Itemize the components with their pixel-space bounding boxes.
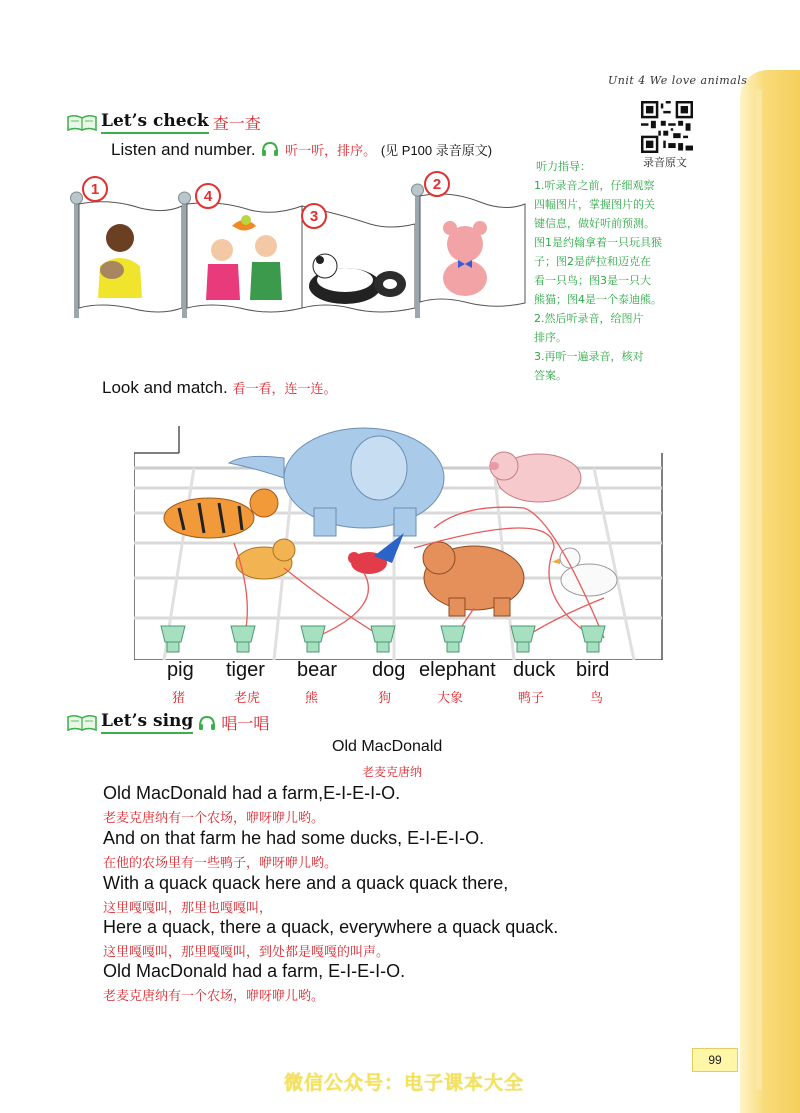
picture-boy-with-toy-monkey [71, 192, 183, 318]
guide-line: 3.再听一遍录音，核对 [534, 350, 644, 363]
headphone-icon[interactable] [197, 714, 217, 732]
pig-picture [489, 452, 581, 502]
song-title: Old MacDonald [332, 738, 443, 755]
trophy-icons [161, 626, 605, 652]
word-dog: dog [372, 659, 406, 681]
word-elephant: elephant [419, 659, 496, 681]
match-instruction-zh: 看一看，连一连。 [232, 381, 337, 396]
bird-picture [348, 533, 404, 574]
guide-line: 看一只鸟；图3是一只大 [534, 274, 651, 287]
lets-check-title-zh: 查一查 [212, 114, 261, 133]
word-bird: bird [576, 659, 610, 681]
lets-check-heading [67, 111, 261, 134]
song-title-zh: 老麦克唐纳 [362, 765, 423, 779]
unit-header: Unit 4 We love animals [608, 74, 748, 87]
guide-line: 子；图2是萨拉和迈克在 [534, 255, 651, 268]
lyric-line-2: And on that farm he had some ducks, E-I-E-I-O. [103, 828, 485, 848]
match-illustration [134, 408, 664, 660]
open-book-icon [67, 714, 97, 732]
lets-sing-title: Let’s sing [101, 711, 193, 734]
page-edge-stripe [756, 90, 762, 1090]
guide-line: 四幅图片，掌握图片的关 [534, 198, 655, 211]
number-circle-3: 3 [301, 203, 327, 229]
lyric-line-1: Old MacDonald had a farm,E-I-E-I-O. [103, 783, 401, 803]
open-book-icon [67, 114, 97, 132]
match-instruction-en: Look and match. [102, 378, 228, 397]
picture-teddy-bear [412, 184, 526, 318]
duck-picture [552, 548, 617, 596]
page-edge-decoration [740, 70, 800, 1113]
listen-instruction-ref: (见 P100 录音原文) [380, 143, 493, 158]
word-tiger: tiger [226, 659, 265, 681]
lyric-line-3-zh: 这里嘎嘎叫，那里也嘎嘎叫， [103, 901, 273, 916]
lets-sing-heading [67, 711, 269, 734]
guide-title: 听力指导： [536, 160, 591, 173]
tiger-picture [164, 489, 278, 538]
listening-guide [534, 157, 674, 385]
bear-picture [423, 542, 524, 616]
guide-line: 排序。 [534, 331, 567, 344]
qr-code-icon[interactable] [641, 101, 693, 153]
word-duck: duck [513, 659, 556, 681]
qr-caption: 录音原文 [643, 156, 687, 169]
lyric-line-4: Here a quack, there a quack, everywhere a quack quack. [103, 917, 559, 937]
lyric-line-5-zh: 老麦克唐纳有一个农场，咿呀咿儿哟。 [103, 989, 325, 1004]
picture-sarah-mike-bird [179, 192, 303, 318]
word-dog-zh: 狗 [378, 691, 392, 706]
guide-line: 熊猫；图4是一个泰迪熊。 [534, 293, 662, 306]
lyric-line-5: Old MacDonald had a farm, E-I-E-I-O. [103, 961, 406, 981]
lyric-line-1-zh: 老麦克唐纳有一个农场，咿呀咿儿哟。 [103, 811, 325, 826]
number-circle-1: 1 [82, 176, 108, 202]
number-circle-2: 4 [195, 183, 221, 209]
word-pig: pig [167, 659, 194, 681]
lyric-line-4-zh: 这里嘎嘎叫，那里嘎嘎叫，到处都是嘎嘎的叫声。 [103, 945, 390, 960]
number-circle-4: 2 [424, 171, 450, 197]
watermark-text: 微信公众号：电子课本大全 [284, 1072, 525, 1094]
word-bear-zh: 熊 [305, 691, 319, 706]
lyric-line-3: With a quack quack here and a quack quack there, [103, 873, 509, 893]
page-number: 99 [692, 1048, 738, 1072]
guide-line: 1.听录音之前，仔细观察 [534, 179, 655, 192]
word-duck-zh: 鸭子 [518, 691, 545, 706]
headphone-icon[interactable] [260, 140, 280, 158]
guide-line: 图1是约翰拿着一只玩具猴 [534, 236, 662, 249]
lyric-line-2-zh: 在他的农场里有一些鸭子，咿呀咿儿哟。 [103, 856, 338, 871]
lets-check-title: Let’s check [101, 111, 209, 134]
word-bear: bear [297, 659, 338, 681]
word-elephant-zh: 大象 [437, 691, 464, 706]
listen-instruction [111, 140, 492, 160]
elephant-picture [229, 428, 444, 536]
listen-instruction-zh: 听一听，排序。 [285, 143, 377, 158]
word-tiger-zh: 老虎 [234, 691, 261, 706]
guide-line: 2.然后听录音，给图片 [534, 312, 644, 325]
word-bird-zh: 鸟 [590, 691, 604, 706]
match-instruction [102, 378, 336, 398]
listen-pictures [70, 168, 530, 318]
guide-line: 键信息，做好听前预测。 [534, 217, 655, 230]
dog-picture [236, 539, 295, 579]
listen-instruction-en: Listen and number. [111, 140, 256, 159]
lets-sing-title-zh: 唱一唱 [221, 714, 270, 733]
guide-line: 答案。 [534, 369, 567, 382]
word-pig-zh: 猪 [172, 691, 186, 706]
